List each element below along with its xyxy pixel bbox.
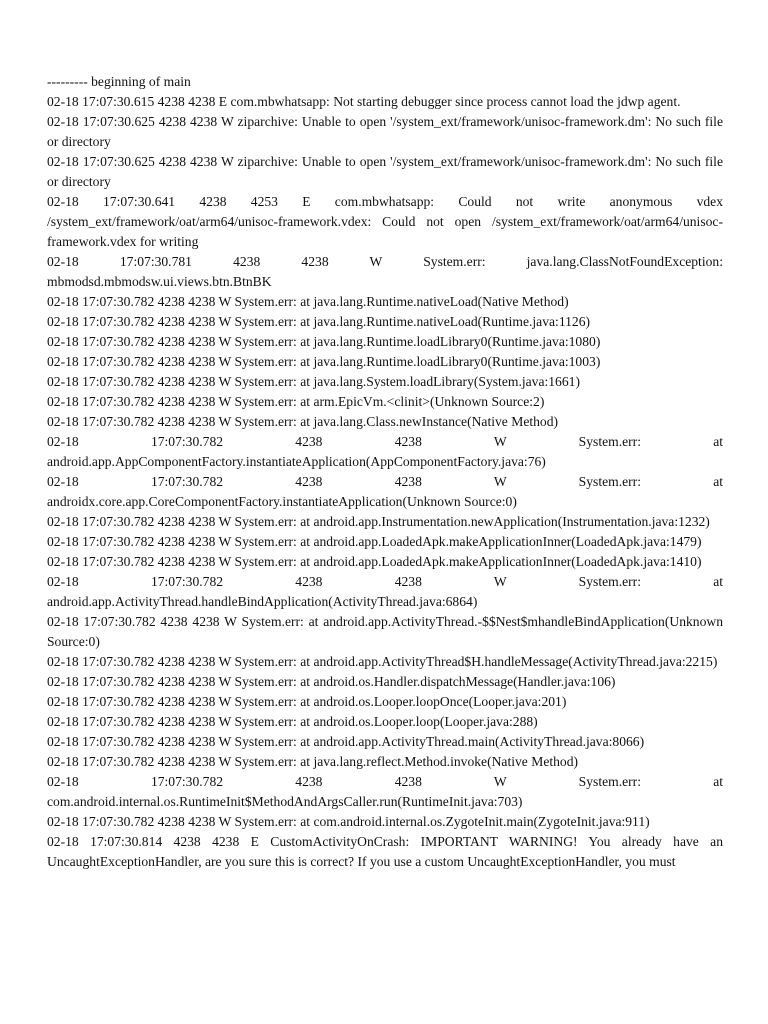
log-line: 02-18 17:07:30.782 4238 4238 W System.err: at android.app.ActivityThread.-$$Nest$mhandleBindApplication(Unknown Source:0) [47, 614, 723, 649]
log-line: 02-18 17:07:30.782 4238 4238 W System.err: at com.android.internal.os.RuntimeInit$MethodAndArgsCaller.run(RuntimeInit.java:703) [47, 774, 723, 809]
log-line: 02-18 17:07:30.782 4238 4238 W System.err: at androidx.core.app.CoreComponentFactory.instantiateApplication(Unknown Source:0) [47, 474, 723, 509]
log-line: 02-18 17:07:30.782 4238 4238 W System.err: at android.os.Handler.dispatchMessage(Handler.java:106) [47, 674, 616, 689]
log-line: 02-18 17:07:30.782 4238 4238 W System.err: at android.app.LoadedApk.makeApplicationInner(LoadedApk.java:1410) [47, 554, 702, 569]
log-line: 02-18 17:07:30.782 4238 4238 W System.err: at android.app.AppComponentFactory.instantiateApplication(AppComponentFactory.java:76) [47, 434, 723, 469]
log-line: 02-18 17:07:30.782 4238 4238 W System.err: at android.app.LoadedApk.makeApplicationInner(LoadedApk.java:1479) [47, 534, 702, 549]
log-line: 02-18 17:07:30.782 4238 4238 W System.err: at java.lang.Runtime.loadLibrary0(Runtime.java:1080) [47, 334, 601, 349]
log-line: 02-18 17:07:30.782 4238 4238 W System.err: at arm.EpicVm.<clinit>(Unknown Source:2) [47, 394, 545, 409]
log-line: --------- beginning of main [47, 74, 191, 89]
log-line: 02-18 17:07:30.782 4238 4238 W System.err: at java.lang.System.loadLibrary(System.java:1661) [47, 374, 580, 389]
log-line: 02-18 17:07:30.814 4238 4238 E CustomActivityOnCrash: IMPORTANT WARNING! You already have an UncaughtExceptionHandler, are you sure this is correct? If you use a custom UncaughtExceptionHandler, you must [47, 834, 723, 869]
log-line: 02-18 17:07:30.615 4238 4238 E com.mbwhatsapp: Not starting debugger since process cannot load the jdwp agent. [47, 94, 681, 109]
log-line: 02-18 17:07:30.782 4238 4238 W System.err: at com.android.internal.os.ZygoteInit.main(ZygoteInit.java:911) [47, 814, 650, 829]
log-line: 02-18 17:07:30.782 4238 4238 W System.err: at android.os.Looper.loop(Looper.java:288) [47, 714, 538, 729]
log-line: 02-18 17:07:30.782 4238 4238 W System.err: at java.lang.Runtime.loadLibrary0(Runtime.java:1003) [47, 354, 601, 369]
log-line: 02-18 17:07:30.782 4238 4238 W System.err: at java.lang.reflect.Method.invoke(Native Method) [47, 754, 579, 769]
log-line: 02-18 17:07:30.782 4238 4238 W System.err: at java.lang.Class.newInstance(Native Method) [47, 414, 559, 429]
log-line: 02-18 17:07:30.782 4238 4238 W System.err: at android.app.Instrumentation.newApplication(Instrumentation.java:1232) [47, 514, 710, 529]
log-line: 02-18 17:07:30.782 4238 4238 W System.err: at android.app.ActivityThread.main(ActivityThread.java:8066) [47, 734, 645, 749]
log-line: 02-18 17:07:30.625 4238 4238 W ziparchive: Unable to open '/system_ext/framework/unisoc-framework.dm': No such file or directory [47, 154, 723, 189]
log-line: 02-18 17:07:30.781 4238 4238 W System.err: java.lang.ClassNotFoundException: mbmodsd.mbmodsw.ui.views.btn.BtnBK [47, 254, 723, 289]
log-line: 02-18 17:07:30.782 4238 4238 W System.err: at java.lang.Runtime.nativeLoad(Runtime.java:1126) [47, 314, 591, 329]
log-line: 02-18 17:07:30.641 4238 4253 E com.mbwhatsapp: Could not write anonymous vdex /system_ext/framework/oat/arm64/unisoc-framework.vdex: Could not open /system_ext/framework/oat/arm64/unisoc-framework.vdex for writing [47, 194, 723, 249]
log-line: 02-18 17:07:30.782 4238 4238 W System.err: at android.app.ActivityThread$H.handleMessage(ActivityThread.java:2215) [47, 654, 718, 669]
log-line: 02-18 17:07:30.782 4238 4238 W System.err: at android.app.ActivityThread.handleBindApplication(ActivityThread.java:6864) [47, 574, 723, 609]
log-line: 02-18 17:07:30.782 4238 4238 W System.err: at java.lang.Runtime.nativeLoad(Native Method) [47, 294, 569, 309]
log-document [47, 72, 723, 872]
log-line: 02-18 17:07:30.625 4238 4238 W ziparchive: Unable to open '/system_ext/framework/unisoc-framework.dm': No such file or directory [47, 114, 723, 149]
log-line: 02-18 17:07:30.782 4238 4238 W System.err: at android.os.Looper.loopOnce(Looper.java:201) [47, 694, 567, 709]
